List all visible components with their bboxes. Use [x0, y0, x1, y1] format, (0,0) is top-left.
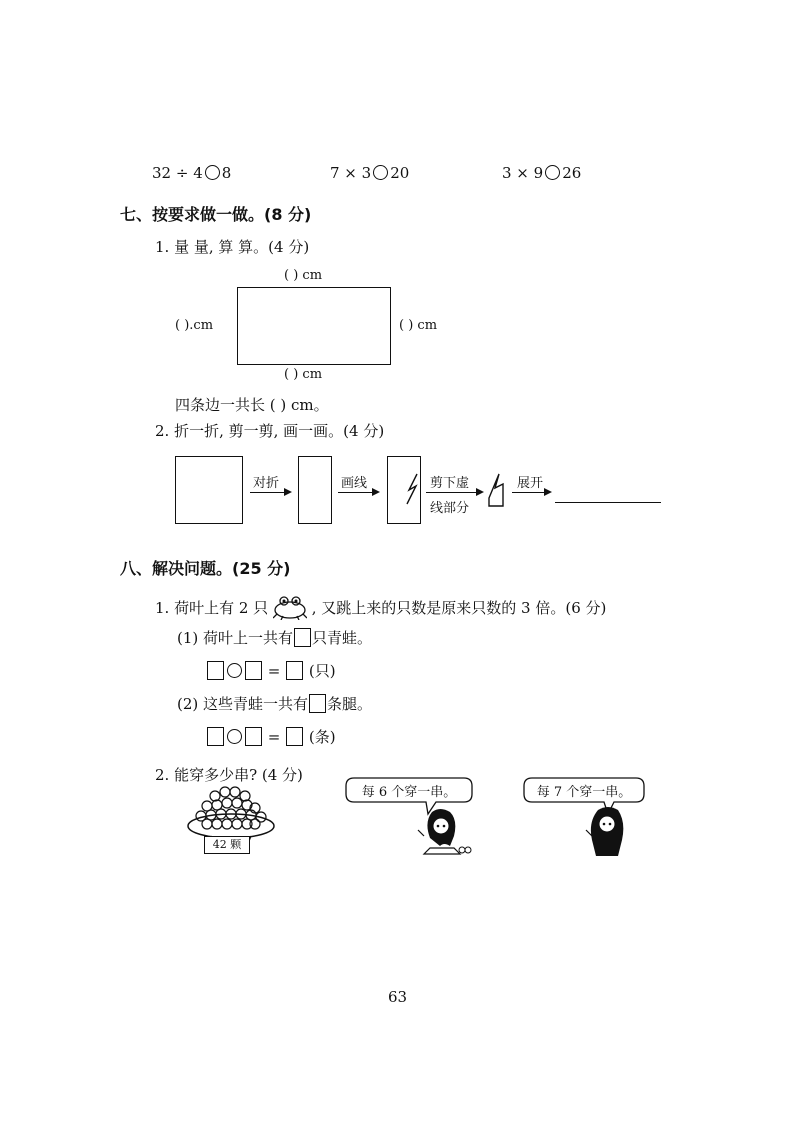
- bubble-1-text: 每 6 个穿一串。: [361, 785, 457, 800]
- compare-2: 7 × 3 20: [330, 164, 410, 182]
- q7-2-title: 2. 折一折, 剪一剪, 画一画。(4 分): [155, 422, 385, 440]
- compare-3: 3 × 9 26: [502, 164, 582, 182]
- folded-paper: [298, 456, 332, 524]
- perimeter-text: 四条边一共长 ( ) cm。: [175, 396, 329, 414]
- answer-blank-line[interactable]: [555, 502, 661, 503]
- arrow-right-icon: [512, 492, 550, 493]
- q8-1-sub2-equation: = (条): [206, 726, 336, 747]
- answer-box[interactable]: [207, 727, 224, 746]
- step-draw-label: 画线: [341, 476, 368, 491]
- answer-box[interactable]: [294, 628, 311, 647]
- answer-box[interactable]: [286, 661, 303, 680]
- operator-circle-blank[interactable]: [227, 729, 242, 744]
- cut-piece-icon: [485, 470, 509, 510]
- operator-circle-blank[interactable]: [227, 663, 242, 678]
- step-cut-label-2: 线部分: [430, 501, 470, 516]
- compare-circle-blank[interactable]: [205, 165, 220, 180]
- page-number: 63: [388, 988, 408, 1006]
- arrow-right-icon: [426, 492, 482, 493]
- section-7-title: 七、按要求做一做。(8 分): [120, 205, 312, 224]
- frog-icon: [273, 594, 307, 620]
- arrow-right-icon: [338, 492, 378, 493]
- step-unfold-label: 展开: [517, 476, 544, 491]
- q7-1-title: 1. 量 量, 算 算。(4 分): [155, 238, 310, 256]
- answer-box[interactable]: [245, 661, 262, 680]
- rect-right-label: ( ) cm: [399, 318, 438, 333]
- answer-box[interactable]: [286, 727, 303, 746]
- q8-2-title: 2. 能穿多少串? (4 分): [155, 766, 303, 784]
- rect-top-label: ( ) cm: [284, 268, 323, 283]
- compare-circle-blank[interactable]: [373, 165, 388, 180]
- answer-box[interactable]: [245, 727, 262, 746]
- compare-circle-blank[interactable]: [545, 165, 560, 180]
- rect-left-label: ( ).cm: [175, 318, 214, 333]
- compare-1: 32 ÷ 4 8: [152, 164, 232, 182]
- q8-1-title: 1. 荷叶上有 2 只 , 又跳上来的只数是原来只数的 3 倍。(6 分): [155, 594, 606, 620]
- rect-bottom-label: ( ) cm: [284, 367, 323, 382]
- q8-1-sub2: (2) 这些青蛙一共有 条腿。: [177, 695, 373, 713]
- section-8-title: 八、解决问题。(25 分): [120, 559, 291, 578]
- girl-icon: [410, 808, 476, 856]
- answer-box[interactable]: [207, 661, 224, 680]
- bubble-2-text: 每 7 个穿一串。: [536, 785, 632, 800]
- arrow-right-icon: [250, 492, 290, 493]
- zigzag-line-icon: [387, 456, 421, 524]
- q8-1-sub1: (1) 荷叶上一共有 只青蛙。: [177, 629, 373, 647]
- q8-1-sub1-equation: = (只): [206, 660, 336, 681]
- step-cut-label-1: 剪下虚: [430, 476, 470, 491]
- girl-icon: [582, 806, 632, 858]
- answer-box[interactable]: [309, 694, 326, 713]
- measure-rectangle: [237, 287, 391, 365]
- step-fold-label: 对折: [253, 476, 280, 491]
- paper-square: [175, 456, 243, 524]
- basket-label: 42 颗: [204, 836, 250, 854]
